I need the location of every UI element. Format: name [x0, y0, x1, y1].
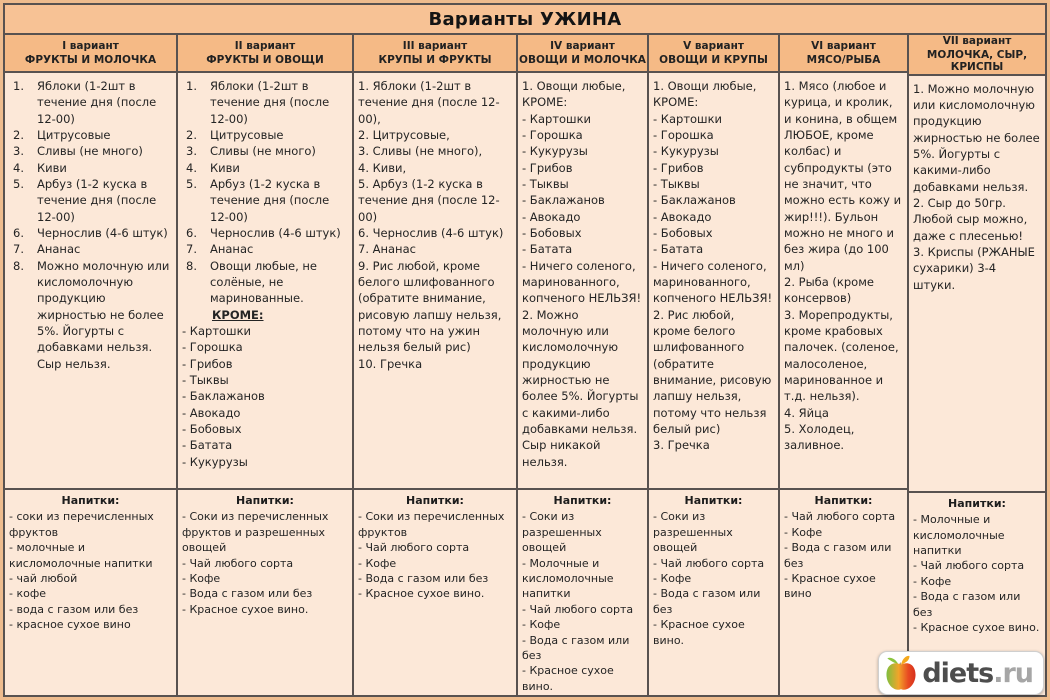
item-text: Ананас [37, 242, 81, 257]
food-item [9, 160, 172, 176]
food-item: - Грибов [522, 160, 573, 175]
variant-label: II вариант [234, 39, 296, 52]
drinks-list [784, 509, 903, 601]
item-number: 6. [13, 225, 24, 240]
drinks-list [653, 509, 774, 648]
drink-item: - Вода с газом или без [653, 587, 761, 616]
item-number: 2. [186, 127, 197, 142]
category-label: ОВОЩИ И КРУПЫ [659, 53, 768, 66]
food-item [9, 127, 172, 143]
item-number: 3. [186, 144, 197, 159]
food-item [9, 241, 172, 257]
drinks-section [354, 490, 516, 695]
drink-item: - Красное сухое вино. [358, 587, 485, 601]
food-item: - Кукурузы [182, 454, 248, 469]
food-item: 2. Рис любой, кроме белого шлифованного (обратите внимание, рисовую лапшу нельзя, потому что нельзя белый рис) [653, 307, 772, 436]
item-text: Можно молочную или кисломолочную продукцию жирностью не более 5%. Йогурты с добавками нельзя. Сыр нельзя. [37, 258, 170, 371]
variant-label: VI вариант [811, 39, 876, 52]
drink-item: - Кофе [358, 556, 397, 570]
food-item [182, 127, 348, 143]
logo-suffix: .ru [993, 657, 1033, 689]
drinks-title: Напитки: [814, 494, 873, 507]
food-item [182, 225, 348, 241]
column-header [518, 35, 647, 73]
drinks-title: Напитки: [61, 494, 120, 507]
food-item: - Баклажанов [653, 193, 736, 208]
drink-item: - Кофе [913, 574, 952, 588]
food-item: 2. Можно молочную или кисломолочную продукцию жирностью не более 5%. Йогурты с какими-либо добавками нельзя. Сыр никакой нельзя. [522, 307, 639, 469]
food-item: - Авокадо [182, 405, 241, 420]
food-item [9, 143, 172, 159]
drink-item: - Чай любого сорта [522, 602, 634, 616]
drink-item: - Соки из разрешенных овощей [522, 510, 602, 555]
item-number: 5. [186, 176, 197, 191]
food-item: - Бобовых [653, 225, 713, 240]
category-label: ОВОЩИ И МОЛОЧКА [519, 53, 646, 66]
diets-ru-logo[interactable] [878, 651, 1044, 695]
item-text: Сливы (не много) [210, 144, 316, 159]
food-item [182, 176, 348, 225]
drink-item: - Соки из перечисленных фруктов и разрешенных овощей [182, 510, 329, 555]
item-number: 2. [13, 127, 24, 142]
drinks-list [913, 512, 1041, 635]
category-label: ФРУКТЫ И МОЛОЧКА [24, 53, 157, 66]
food-item: - Горошка [653, 127, 714, 142]
food-item: 6. Чернослив (4-6 штук) [358, 225, 504, 240]
food-item: 1. Яблоки (1-2шт в течение дня (после 12-00), [358, 79, 500, 126]
drink-item: - Красное сухое вино. [522, 664, 614, 693]
food-item: - Бобовых [522, 225, 582, 240]
food-item: - Баклажанов [522, 193, 605, 208]
variant-column [178, 35, 354, 695]
food-item: - Грибов [182, 356, 233, 371]
food-item: - Тыквы [182, 372, 229, 387]
item-text: Цитрусовые [37, 127, 111, 142]
food-list [178, 73, 352, 490]
food-item: 3. Криспы (РЖАНЫЕ сухарики) 3-4 штуки. [913, 245, 1035, 292]
item-number: 5. [13, 176, 24, 191]
food-item: 1. Мясо (любое и курица, и кролик, и конина, в общем ЛЮБОЕ, кроме колбас) и субпродукты (это не значит, что можно есть кожу и жир!!!). Бульон можно не много и без жира (до 100 мл) [784, 79, 902, 273]
drink-item: - соки из перечисленных фруктов [9, 510, 154, 539]
drinks-title: Напитки: [406, 494, 464, 507]
category-label: МЯСО/РЫБА [806, 53, 881, 66]
food-item: - Кукурузы [653, 144, 719, 159]
column-header [354, 35, 516, 73]
drink-item: - вода с газом или без [9, 602, 139, 616]
food-item [9, 225, 172, 241]
item-text: Чернослив (4-6 штук) [37, 225, 168, 240]
food-item: 1. Овощи любые, КРОМЕ: [653, 79, 757, 110]
food-item: 1. Овощи любые, КРОМЕ: [522, 79, 626, 110]
drink-item: - красное сухое вино [9, 618, 131, 632]
item-text: Киви [210, 160, 240, 175]
drinks-list [9, 509, 172, 632]
drink-item: - Чай любого сорта [358, 541, 470, 555]
item-text: Чернослив (4-6 штук) [210, 225, 341, 240]
drink-item: - Кофе [784, 525, 823, 539]
food-item: - Грибов [653, 160, 704, 175]
drinks-section [178, 490, 352, 695]
food-item: - Горошка [522, 127, 583, 142]
drink-item: - молочные и кисломолочные напитки [9, 541, 153, 570]
drink-item: - Кофе [653, 571, 692, 585]
food-item: 9. Рис любой, кроме белого шлифованного (обратите внимание, рисовую лапшу нельзя, потому что на ужин нельзя белый рис) [358, 258, 502, 355]
item-text: Арбуз (1-2 куска в течение дня (после 12-00) [210, 176, 330, 224]
food-list [780, 73, 907, 490]
variants-grid [5, 35, 1045, 695]
variant-column [649, 35, 780, 695]
drinks-title: Напитки: [553, 494, 612, 507]
food-list [909, 76, 1045, 493]
item-text: Овощи любые, не солёные, не маринованные. [210, 258, 318, 306]
food-item: 5. Арбуз (1-2 куска в течение дня (после 12-00) [358, 176, 500, 224]
item-text: Ананас [210, 242, 254, 257]
variant-label: IV вариант [550, 39, 615, 52]
food-list [5, 73, 176, 490]
drink-item: - Красное сухое вино. [913, 620, 1040, 634]
food-item: - Картошки [182, 323, 251, 338]
food-item: - Авокадо [653, 209, 712, 224]
drink-item: - Кофе [182, 571, 221, 585]
food-item: - Кукурузы [522, 144, 588, 159]
item-number: 8. [13, 258, 24, 273]
drink-item: - Соки из разрешенных овощей [653, 510, 733, 555]
dinner-options-table [3, 3, 1047, 697]
column-header [178, 35, 352, 73]
food-item: - Тыквы [522, 176, 569, 191]
item-number: 7. [13, 242, 24, 257]
food-item: - Батата [522, 242, 573, 257]
drink-item: - кофе [9, 587, 47, 601]
drink-item: - Кофе [522, 618, 561, 632]
item-number: 1. [13, 79, 24, 93]
food-item: 10. Гречка [358, 356, 423, 371]
variant-column [354, 35, 518, 695]
page-title: Варианты УЖИНА [5, 5, 1045, 35]
item-text: Цитрусовые [210, 127, 284, 142]
food-item: 5. Холодец, заливное. [784, 421, 855, 453]
food-item: 2. Рыба (кроме консервов) [784, 274, 874, 306]
food-item [182, 160, 348, 176]
variant-label: III вариант [402, 39, 468, 52]
variant-label: VII вариант [942, 35, 1012, 47]
food-item [182, 143, 348, 159]
food-item: 2. Сыр до 50гр. Любой сыр можно, даже с плесенью! [913, 196, 1028, 243]
drink-item: - Красное сухое вино [784, 571, 876, 601]
food-item: - Ничего соленого, маринованного, копченого НЕЛЬЗЯ! [522, 258, 642, 306]
drinks-title: Напитки: [236, 494, 294, 507]
drinks-list [182, 509, 348, 617]
food-item [9, 176, 172, 225]
food-item [182, 241, 348, 257]
variant-column [5, 35, 178, 695]
column-header [5, 35, 176, 73]
variant-label: I вариант [62, 39, 119, 52]
item-number: 4. [13, 160, 24, 175]
column-header [909, 35, 1045, 76]
item-text: Яблоки (1-2шт в течение дня (после 12-00) [210, 79, 330, 126]
item-number: 8. [186, 258, 197, 273]
drinks-title: Напитки: [948, 496, 1006, 510]
food-item: 1. Можно молочную или кисломолочную продукцию жирностью не более 5%. Йогурты с какими-либо добавками нельзя. [913, 81, 1040, 194]
food-item: - Батата [653, 242, 704, 257]
drink-item: - Соки из перечисленных фруктов [358, 510, 505, 539]
food-item: 3. Гречка [653, 438, 710, 453]
food-item: КРОМЕ: [212, 307, 264, 322]
food-item: 3. Сливы (не много), [358, 144, 483, 159]
item-number: 3. [13, 144, 24, 159]
item-number: 1. [186, 79, 197, 93]
food-item: 4. Киви, [358, 160, 407, 175]
category-label: КРУПЫ И ФРУКТЫ [378, 53, 492, 66]
food-list [354, 73, 516, 490]
food-item: 4. Яйца [784, 405, 829, 420]
food-item: - Горошка [182, 340, 243, 355]
logo-text: diets [922, 657, 994, 689]
food-item: - Картошки [522, 111, 591, 126]
food-item: - Ничего соленого, маринованного, копченого НЕЛЬЗЯ! [653, 258, 773, 306]
drink-item: - Чай любого сорта [653, 556, 765, 570]
food-item: - Батата [182, 438, 233, 453]
column-header [649, 35, 778, 73]
item-number: 4. [186, 160, 197, 175]
food-item: 7. Ананас [358, 242, 416, 257]
item-text: Яблоки (1-2шт в течение дня (после 12-00) [37, 79, 157, 126]
drinks-section [649, 490, 778, 695]
drink-item: - Красное сухое вино. [182, 602, 309, 616]
drink-item: - Вода с газом или без [358, 571, 489, 585]
food-item: 2. Цитрусовые, [358, 127, 450, 142]
variant-label: V вариант [683, 39, 744, 52]
food-item: - Картошки [653, 111, 722, 126]
food-list [518, 73, 647, 490]
drink-item: - чай любой [9, 571, 78, 585]
drink-item: - Чай любого сорта [913, 559, 1025, 573]
item-text: Киви [37, 160, 67, 175]
food-item: - Бобовых [182, 421, 242, 436]
food-item [182, 258, 348, 307]
food-item [9, 78, 172, 127]
apple-icon [884, 654, 918, 692]
food-item [9, 258, 172, 372]
drinks-section [518, 490, 647, 695]
variant-column [780, 35, 909, 695]
item-text: Арбуз (1-2 куска в течение дня (после 12-00) [37, 176, 157, 224]
drink-item: - Молочные и кисломолочные напитки [522, 556, 614, 601]
drink-item: - Чай любого сорта [182, 556, 294, 570]
food-item: - Тыквы [653, 176, 700, 191]
drink-item: - Молочные и кисломолочные напитки [913, 513, 1005, 557]
category-label: ФРУКТЫ И ОВОЩИ [206, 53, 324, 66]
food-item: 3. Морепродукты, кроме крабовых палочек. (соленое, малосоленое, маринованное и т.д. нельзя). [784, 307, 899, 404]
food-list [649, 73, 778, 490]
item-number: 7. [186, 242, 197, 257]
item-text: Сливы (не много) [37, 144, 143, 159]
drinks-title: Напитки: [684, 494, 743, 507]
item-number: 6. [186, 225, 197, 240]
drink-item: - Вода с газом или без [913, 590, 1021, 619]
variant-column [518, 35, 649, 695]
column-header [780, 35, 907, 73]
drink-item: - Вода с газом или без [784, 541, 892, 570]
drink-item: - Вода с газом или без [182, 587, 313, 601]
drink-item: - Красное сухое вино. [653, 618, 745, 647]
drink-item: - Чай любого сорта [784, 510, 896, 524]
drinks-section [5, 490, 176, 695]
category-label: МОЛОЧКА, СЫР, КРИСПЫ [926, 48, 1028, 74]
food-item: - Авокадо [522, 209, 581, 224]
food-item: - Баклажанов [182, 389, 265, 404]
drinks-list [358, 509, 512, 601]
drink-item: - Вода с газом или без [522, 633, 630, 662]
variant-column [909, 35, 1045, 695]
drinks-list [522, 509, 643, 694]
food-item [182, 78, 348, 127]
